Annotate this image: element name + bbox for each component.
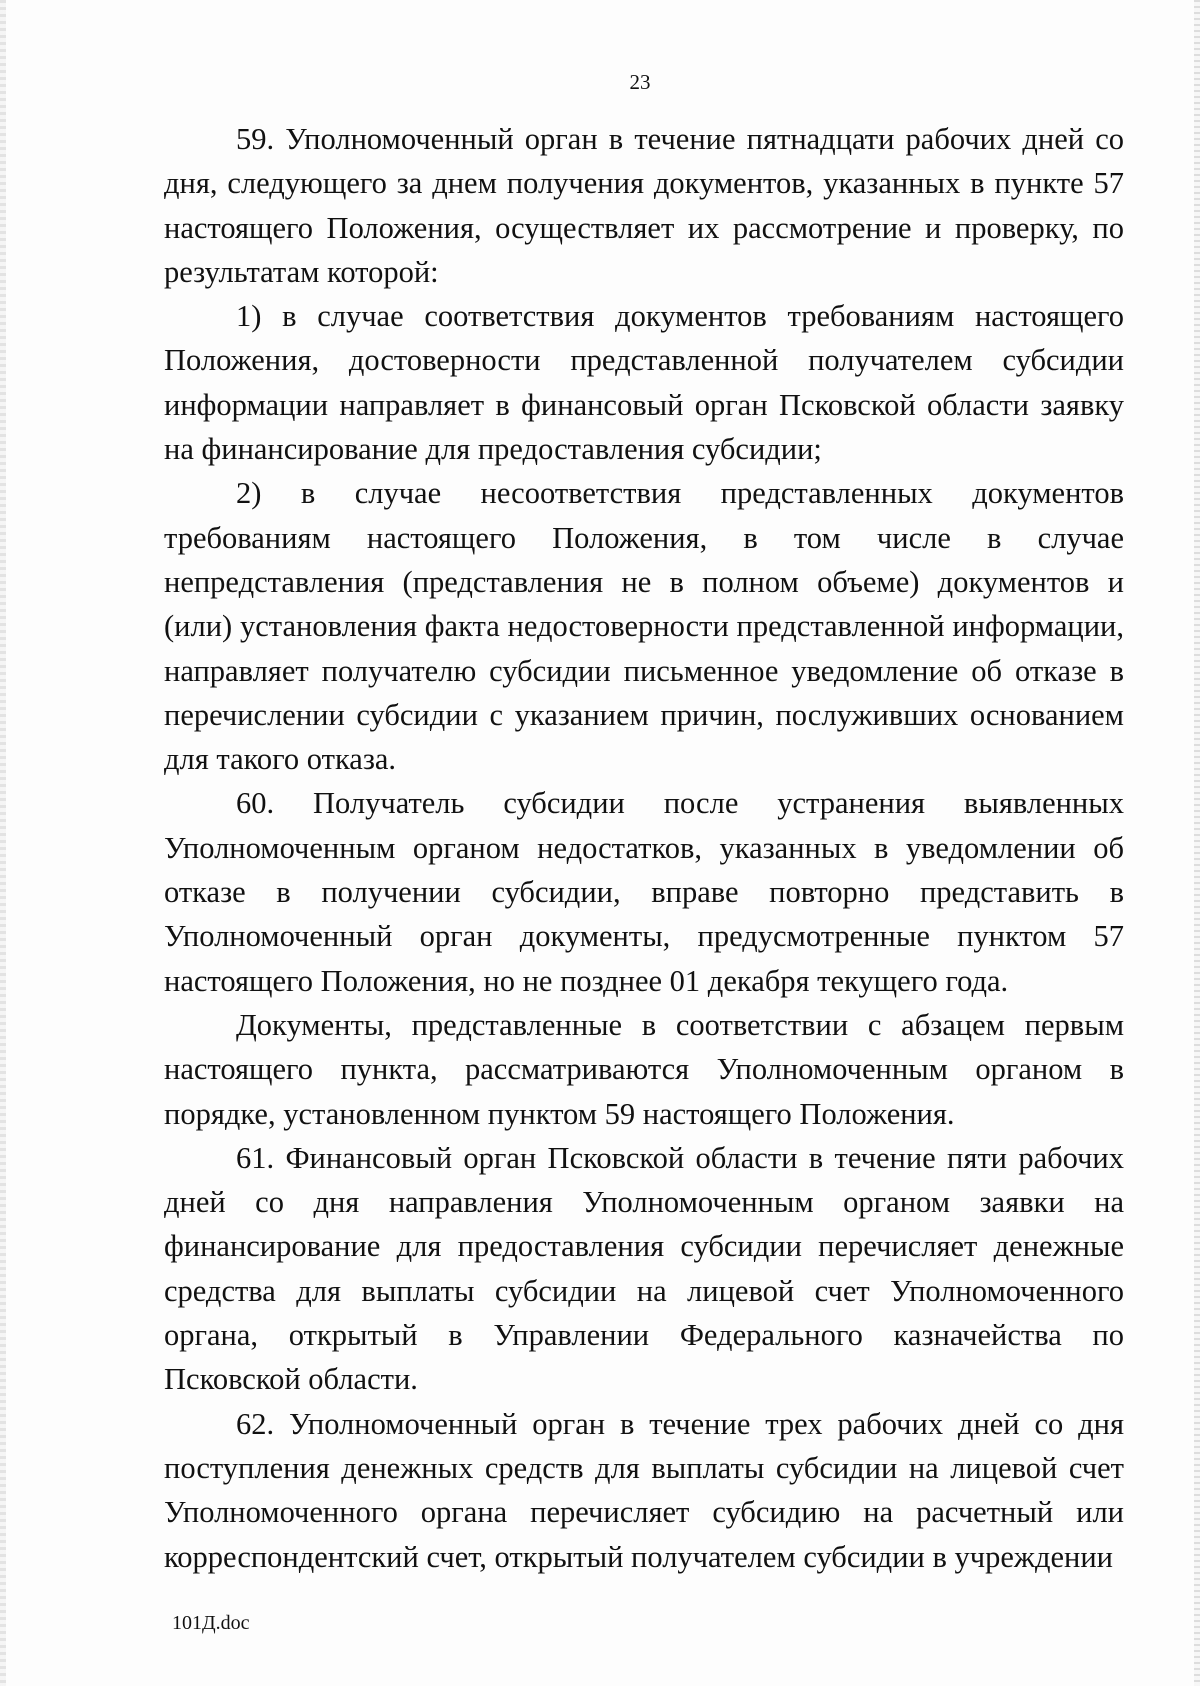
scan-edge-left [0, 0, 6, 1686]
document-body [164, 117, 1124, 1579]
scan-edge-right [1194, 0, 1200, 1686]
paragraph-60-part-2: Документы, представленные в соответствии с абзацем первым настоящего пункта, рассматриваются Уполномоченным органом в порядке, установленном пунктом 59 настоящего Положения. [164, 1007, 1124, 1131]
paragraph-59: 59. Уполномоченный орган в течение пятнадцати рабочих дней со дня, следующего за днем получения документов, указанных в пункте 57 настоящего Положения, осуществляет их рассмотрение и проверку, по результатам которой: [164, 122, 1124, 289]
footer-filename: 101Д.doc [172, 1612, 250, 1634]
paragraph-60: 60. Получатель субсидии после устранения выявленных Уполномоченным органом недостатков, указанных в уведомлении об отказе в получении субсидии, вправе повторно представить в Уполномоченный орган документы, предусмотренные пунктом 57 настоящего Положения, но не позднее 01 декабря текущего года. [164, 786, 1124, 998]
page-number: 23 [629, 70, 651, 94]
paragraph-59-item-1: 1) в случае соответствия документов требованиям настоящего Положения, достоверности представленной получателем субсидии информации направляет в финансовый орган Псковской области заявку на финансирование для предоставления субсидии; [164, 299, 1124, 467]
paragraph-61: 61. Финансовый орган Псковской области в течение пяти рабочих дней со дня направления Уполномоченным органом заявки на финансирование для предоставления субсидии перечисляет денежные средства для выплаты субсидии на лицевой счет Уполномоченного органа, открытый в Управлении Федерального казначейства по Псковской области. [164, 1140, 1124, 1397]
paragraph-59-item-2: 2) в случае несоответствия представленных документов требованиям настоящего Положения, в том числе в случае непредставления (представления не в полном объеме) документов и (или) установления факта недостоверности представленной информации, направляет получателю субсидии письменное уведомление об отказе в перечислении субсидии с указанием причин, послуживших основанием для такого отказа. [164, 476, 1124, 777]
paragraph-62: 62. Уполномоченный орган в течение трех рабочих дней со дня поступления денежных средств для выплаты субсидии на лицевой счет Уполномоченного органа перечисляет субсидию на расчетный или корреспондентский счет, открытый получателем субсидии в учреждении [164, 1406, 1124, 1574]
